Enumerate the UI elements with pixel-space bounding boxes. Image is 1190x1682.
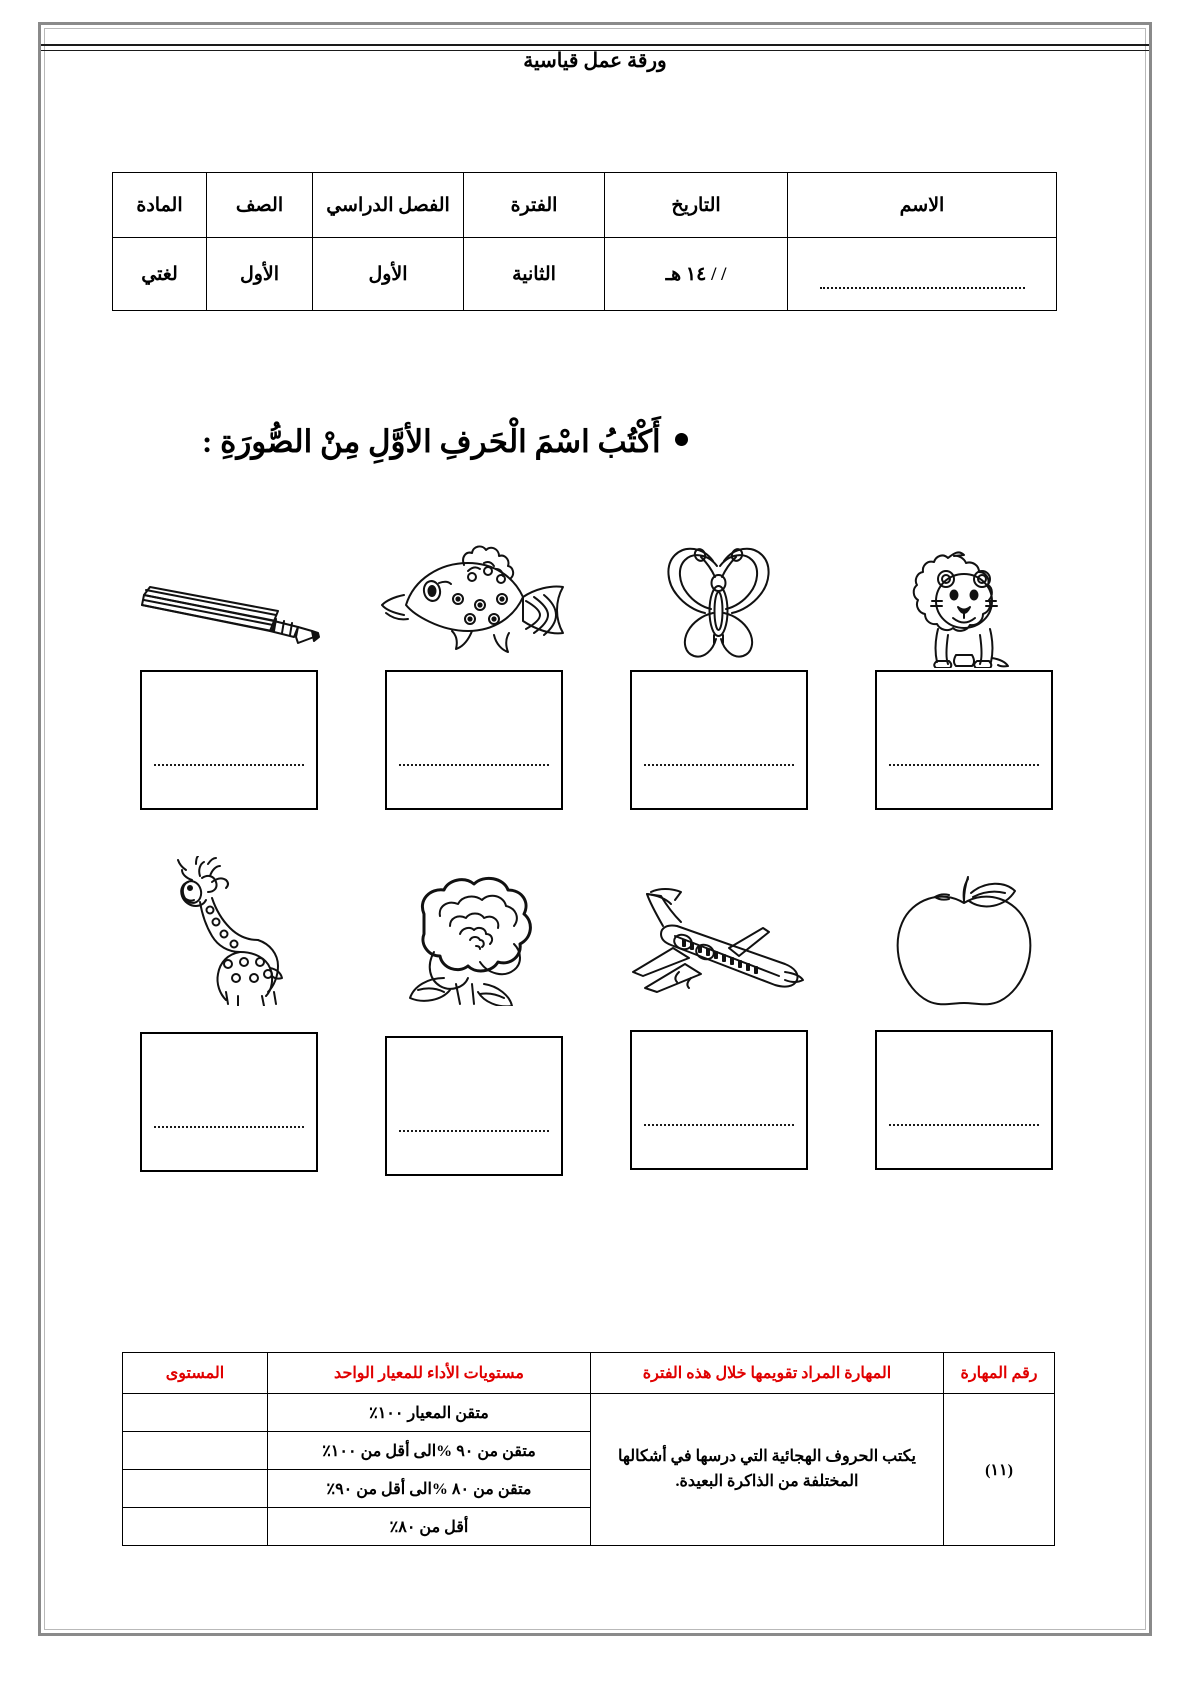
answer-box[interactable] — [875, 670, 1053, 810]
performance-level-4: أقل من ٨٠٪ — [268, 1508, 591, 1546]
instruction-line — [202, 424, 1022, 460]
instruction-text: أَكْتُبُ اسْمَ الْحَرفِ الأوَّلِ مِنْ الصُّورَةِ : — [202, 424, 661, 459]
answer-dotted-line — [154, 1126, 304, 1128]
level-value-2[interactable] — [123, 1432, 268, 1470]
level-value-4[interactable] — [123, 1508, 268, 1546]
answer-slot-apple — [841, 1030, 1086, 1176]
pencil-icon — [106, 518, 351, 668]
picture-row-1 — [106, 518, 1086, 668]
info-table-value-row — [113, 238, 1057, 311]
answer-slot-airplane — [596, 1030, 841, 1176]
answer-dotted-line — [644, 764, 794, 766]
info-table-header-row — [113, 173, 1057, 238]
picture-cell-fish — [351, 518, 596, 668]
answer-dotted-line — [399, 1130, 549, 1132]
assessment-header-skill-description: المهارة المراد تقويمها خلال هذه الفترة — [591, 1353, 944, 1394]
answer-dotted-line — [644, 1124, 794, 1126]
answer-dotted-line — [889, 1124, 1039, 1126]
level-value-1[interactable] — [123, 1394, 268, 1432]
info-header-date: التاريخ — [605, 173, 788, 238]
answer-slot-rose — [351, 1030, 596, 1176]
page-title-text: ورقة عمل قياسية — [523, 50, 667, 72]
info-header-name: الاسم — [788, 173, 1057, 238]
info-header-subject: المادة — [113, 173, 207, 238]
answer-box[interactable] — [630, 670, 808, 810]
answer-box[interactable] — [875, 1030, 1053, 1170]
level-value-3[interactable] — [123, 1470, 268, 1508]
answer-slot-fish — [351, 670, 596, 810]
assessment-header-performance-levels: مستويات الأداء للمعيار الواحد — [268, 1353, 591, 1394]
picture-cell-airplane — [596, 856, 841, 1006]
answer-boxes-row-1 — [106, 670, 1086, 810]
assessment-header-skill-number: رقم المهارة — [944, 1353, 1055, 1394]
apple-icon — [841, 856, 1086, 1006]
bullet-icon — [675, 433, 688, 446]
title-rule-top — [41, 44, 1149, 46]
assessment-skill-description: يكتب الحروف الهجائية التي درسها في أشكالها المختلفة من الذاكرة البعيدة. — [591, 1394, 944, 1546]
assessment-row — [123, 1394, 1055, 1432]
answer-box[interactable] — [140, 670, 318, 810]
answer-slot-pencil — [106, 670, 351, 810]
answer-box[interactable] — [385, 1036, 563, 1176]
info-value-grade: الأول — [207, 238, 313, 311]
answer-slot-butterfly — [596, 670, 841, 810]
giraffe-icon — [106, 856, 351, 1006]
assessment-table — [122, 1352, 1055, 1546]
info-value-subject: لغتي — [113, 238, 207, 311]
picture-cell-lion — [841, 518, 1086, 668]
info-header-period: الفترة — [464, 173, 605, 238]
picture-cell-butterfly — [596, 518, 841, 668]
page-title — [60, 48, 1130, 73]
student-info-table — [112, 172, 1057, 311]
butterfly-icon — [596, 518, 841, 668]
answer-dotted-line — [889, 764, 1039, 766]
lion-icon — [841, 518, 1086, 668]
answer-box[interactable] — [385, 670, 563, 810]
answer-slot-lion — [841, 670, 1086, 810]
assessment-header-level: المستوى — [123, 1353, 268, 1394]
answer-dotted-line — [154, 764, 304, 766]
info-value-period: الثانية — [464, 238, 605, 311]
answer-boxes-row-2 — [106, 1030, 1086, 1176]
info-value-name[interactable] — [788, 238, 1057, 311]
answer-dotted-line — [399, 764, 549, 766]
airplane-icon — [596, 856, 841, 1006]
answer-box[interactable] — [140, 1032, 318, 1172]
picture-cell-giraffe — [106, 856, 351, 1006]
fish-icon — [351, 518, 596, 668]
rose-icon — [351, 856, 596, 1006]
info-header-grade: الصف — [207, 173, 313, 238]
info-header-term: الفصل الدراسي — [313, 173, 464, 238]
assessment-skill-number: (١١) — [944, 1394, 1055, 1546]
info-value-date[interactable]: / / ١٤ هـ — [605, 238, 788, 311]
picture-cell-apple — [841, 856, 1086, 1006]
performance-level-1: متقن المعيار ١٠٠٪ — [268, 1394, 591, 1432]
answer-box[interactable] — [630, 1030, 808, 1170]
picture-cell-pencil — [106, 518, 351, 668]
picture-cell-rose — [351, 856, 596, 1006]
assessment-header-row — [123, 1353, 1055, 1394]
performance-level-3: متقن من ٨٠ %الى أقل من ٩٠٪ — [268, 1470, 591, 1508]
info-value-term: الأول — [313, 238, 464, 311]
name-blank-dots — [820, 285, 1025, 289]
answer-slot-giraffe — [106, 1030, 351, 1176]
picture-row-2 — [106, 856, 1086, 1006]
performance-level-2: متقن من ٩٠ %الى أقل من ١٠٠٪ — [268, 1432, 591, 1470]
